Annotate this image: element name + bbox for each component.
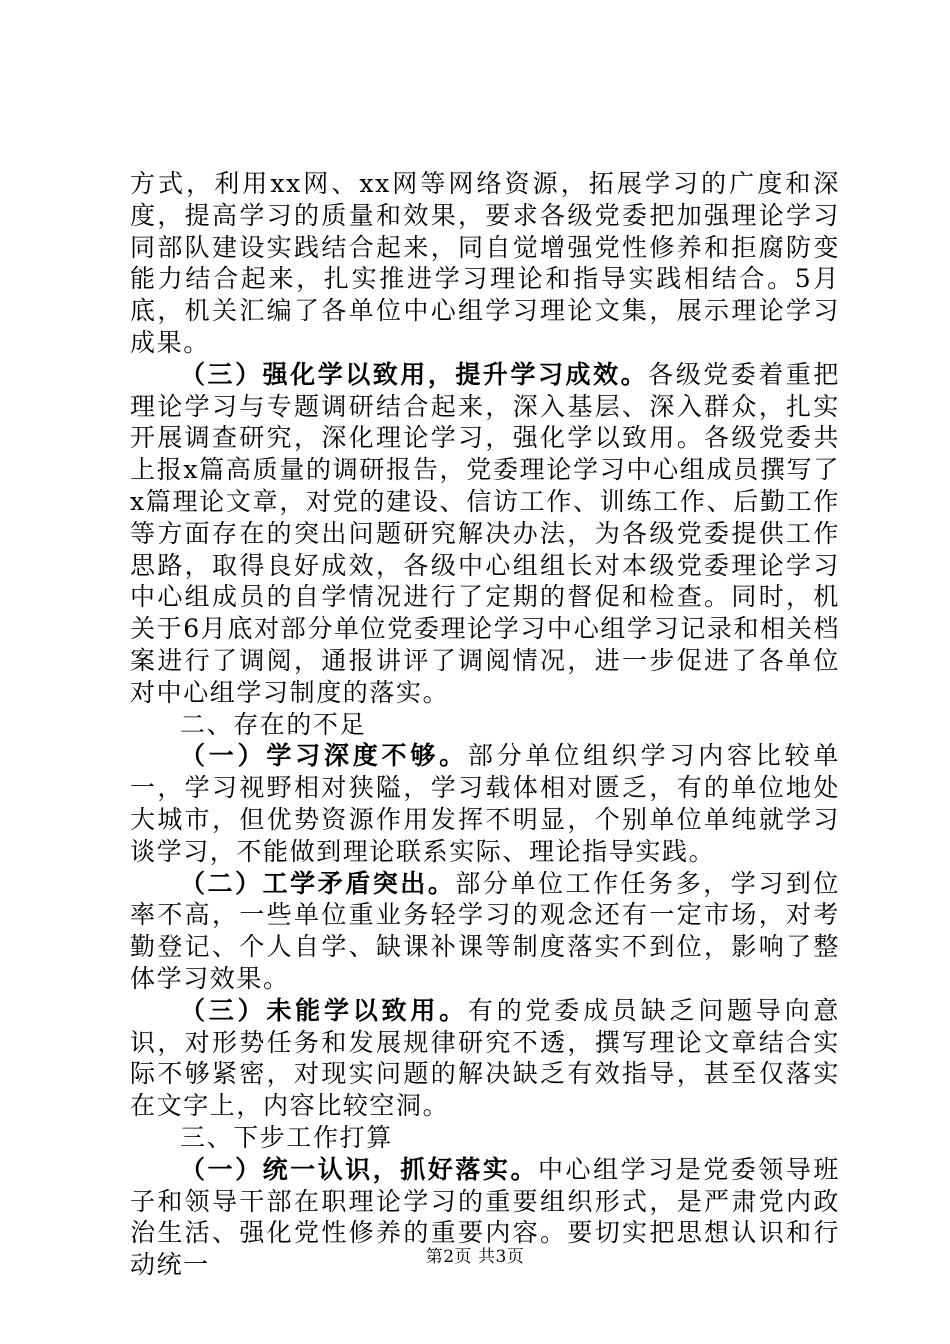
paragraph-lead: （二）工学矛盾突出。	[180, 868, 456, 898]
paragraph-text: 部分单位工作任务多，学习到位率不高，一些单位重业务轻学习的观念还有一定市场，对考勤登记、个人自学、缺课补课等制度落实不到位，影响了整体学习效果。	[130, 868, 840, 993]
paragraph-text: 中心组学习是党委领导班子和领导干部在职理论学习的重要组织形式，是严肃党内政治生活、强化党性修养的重要内容。要切实把思想认识和行动统一	[130, 1154, 840, 1280]
paragraph-text: 有的党委成员缺乏问题导向意识，对形势任务和发展规律研究不透，撰写理论文章结合实际不够紧密，对现实问题的解决缺乏有效指导，甚至仅落实在文字上，内容比较空洞。	[130, 995, 840, 1121]
paragraph-lead: （一）学习深度不够。	[180, 741, 468, 771]
paragraph-text: 方式，利用xx网、xx网等网络资源，拓展学习的广度和深度，提高学习的质量和效果，要求各级党委把加强理论学习同部队建设实践结合起来，同自觉增强党性修养和拒腐防变能力结合起来，扎实推进学习理论和指导实践相结合。5月底，机关汇编了各单位中心组学习理论文集，展示理论学习成果。	[130, 169, 840, 357]
paragraph-lead: （三）强化学以致用，提升学习成效。	[180, 359, 649, 389]
paragraph-section-2-1	[130, 740, 840, 867]
paragraph-lead: （三）未能学以致用。	[180, 995, 468, 1025]
paragraph-text: 各级党委着重把理论学习与专题调研结合起来，深入基层、深入群众，扎实开展调查研究，深化理论学习，强化学以致用。各级党委共上报x篇高质量的调研报告，党委理论学习中心组成员撰写了x篇理论文章，对党的建设、信访工作、训练工作、后勤工作等方面存在的突出问题研究解决办法，为各级党委提供工作思路，取得良好成效，各级中心组组长对本级党委理论学习中心组成员的自学情况进行了定期的督促和检查。同时，机关于6月底对部分单位党委理论学习中心组学习记录和相关档案进行了调阅，通报讲评了调阅情况，进一步促进了各单位对中心组学习制度的落实。	[130, 359, 841, 707]
paragraph-lead: （一）统一认识，抓好落实。	[180, 1154, 538, 1184]
paragraph-section-1-3	[130, 359, 840, 709]
page-number-footer: 第2页 共3页	[425, 1247, 525, 1267]
paragraph-section-2-3	[130, 995, 840, 1122]
paragraph-section-2-2	[130, 868, 840, 995]
section-heading-shortcomings: 二、存在的不足	[180, 709, 367, 739]
section-heading-next-steps: 三、下步工作打算	[180, 1122, 393, 1152]
paragraph-continuation	[130, 168, 840, 359]
document-body	[130, 168, 840, 1281]
paragraph-text: 部分单位组织学习内容比较单一，学习视野相对狭隘，学习载体相对匮乏，有的单位地处大城市，但优势资源作用发挥不明显，个别单位单纯就学习谈学习，不能做到理论联系实际、理论指导实践。	[130, 741, 840, 866]
